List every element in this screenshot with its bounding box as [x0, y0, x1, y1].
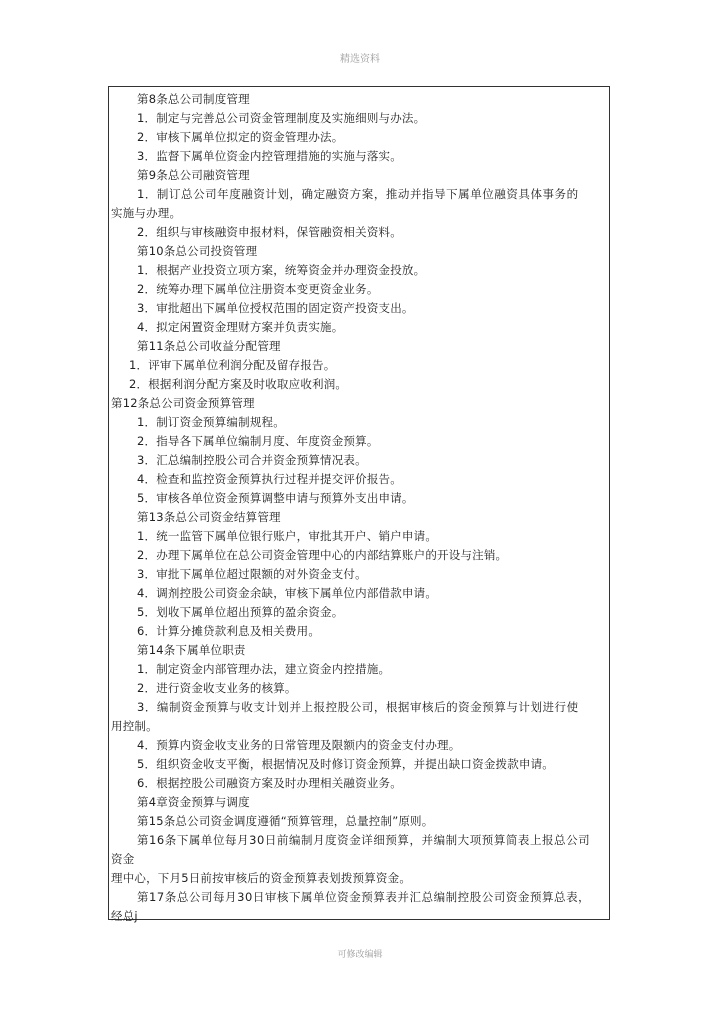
article-text: 第15条总公司资金调度遵循“预算管理，总量控制”原则。	[137, 814, 434, 828]
list-item: 5．审核各单位资金预算调整申请与预算外支出申请。	[137, 491, 414, 505]
article-text: 第17条总公司每月30日审核下属单位资金预算表并汇总编制控股公司资金预算总表，	[137, 890, 591, 904]
article-text: 第16条下属单位每月30日前编制月度资金详细预算，并编制大项预算简表上报总公司	[137, 833, 591, 847]
article-heading: 第9条总公司融资管理	[137, 168, 250, 182]
article-heading: 第8条总公司制度管理	[137, 92, 250, 106]
list-item: 3．编制资金预算与收支计划并上报控股公司，根据审核后的资金预算与计划进行使	[137, 700, 579, 714]
list-item: 3．监督下属单位资金内控管理措施的实施与落实。	[137, 149, 402, 163]
list-item-continuation: 实施与办理。	[111, 206, 182, 220]
document-frame	[108, 86, 610, 923]
list-item: 5．组织资金收支平衡，根据情况及时修订资金预算，并提出缺口资金拨款申请。	[137, 757, 555, 771]
list-item: 3．审批下属单位超过限额的对外资金支付。	[137, 567, 367, 581]
list-item: 6．计算分摊贷款利息及相关费用。	[137, 624, 321, 638]
list-item: 1．评审下属单位利润分配及留存报告。	[129, 358, 336, 372]
list-item: 2．组织与审核融资申报材料，保管融资相关资料。	[137, 225, 402, 239]
list-item: 3．审批超出下属单位授权范围的固定资产投资支出。	[137, 301, 414, 315]
chapter-heading: 第4章资金预算与调度	[137, 795, 250, 809]
page-header: 精选资料	[340, 54, 380, 65]
list-item: 1．制订总公司年度融资计划，确定融资方案，推动并指导下属单位融资具体事务的	[137, 187, 579, 201]
list-item: 2．根据利润分配方案及时收取应收利润。	[129, 377, 348, 391]
list-item: 3．汇总编制控股公司合并资金预算情况表。	[137, 453, 367, 467]
article-heading: 第11条总公司收益分配管理	[137, 339, 281, 353]
article-heading: 第12条总公司资金预算管理	[111, 396, 255, 410]
list-item: 4．预算内资金收支业务的日常管理及限额内的资金支付办理。	[137, 738, 461, 752]
list-item: 2．办理下属单位在总公司资金管理中心的内部结算账户的开设与注销。	[137, 548, 508, 562]
list-item: 4．拟定闲置资金理财方案并负责实施。	[137, 320, 344, 334]
list-item: 2．统筹办理下属单位注册资本变更资金业务。	[137, 282, 379, 296]
article-text-continuation: 资金	[111, 852, 135, 866]
list-item: 2．进行资金收支业务的核算。	[137, 681, 297, 695]
article-text-continuation: 经总j	[111, 909, 138, 923]
list-item: 1．统一监管下属单位银行账户，审批其开户、销户申请。	[137, 529, 438, 543]
list-item: 1．制定资金内部管理办法，建立资金内控措施。	[137, 662, 391, 676]
list-item: 1．根据产业投资立项方案，统筹资金并办理资金投放。	[137, 263, 426, 277]
list-item: 1．制订资金预算编制规程。	[137, 415, 285, 429]
list-item: 2．指导各下属单位编制月度、年度资金预算。	[137, 434, 379, 448]
article-heading: 第14条下属单位职责	[137, 643, 246, 657]
article-heading: 第10条总公司投资管理	[137, 244, 258, 258]
list-item-continuation: 用控制。	[111, 719, 158, 733]
page-footer: 可修改编辑	[337, 950, 383, 960]
list-item: 5．划收下属单位超出预算的盈余资金。	[137, 605, 344, 619]
list-item: 1．制定与完善总公司资金管理制度及实施细则与办法。	[137, 111, 426, 125]
list-item: 2．审核下属单位拟定的资金管理办法。	[137, 130, 344, 144]
article-text-continuation: 理中心，下月5日前按审核后的资金预算表划拨预算资金。	[111, 871, 412, 885]
list-item: 4．检查和监控资金预算执行过程并提交评价报告。	[137, 472, 402, 486]
document-body	[109, 90, 609, 926]
list-item: 6．根据控股公司融资方案及时办理相关融资业务。	[137, 776, 402, 790]
article-heading: 第13条总公司资金结算管理	[137, 510, 281, 524]
list-item: 4．调剂控股公司资金余缺，审核下属单位内部借款申请。	[137, 586, 438, 600]
